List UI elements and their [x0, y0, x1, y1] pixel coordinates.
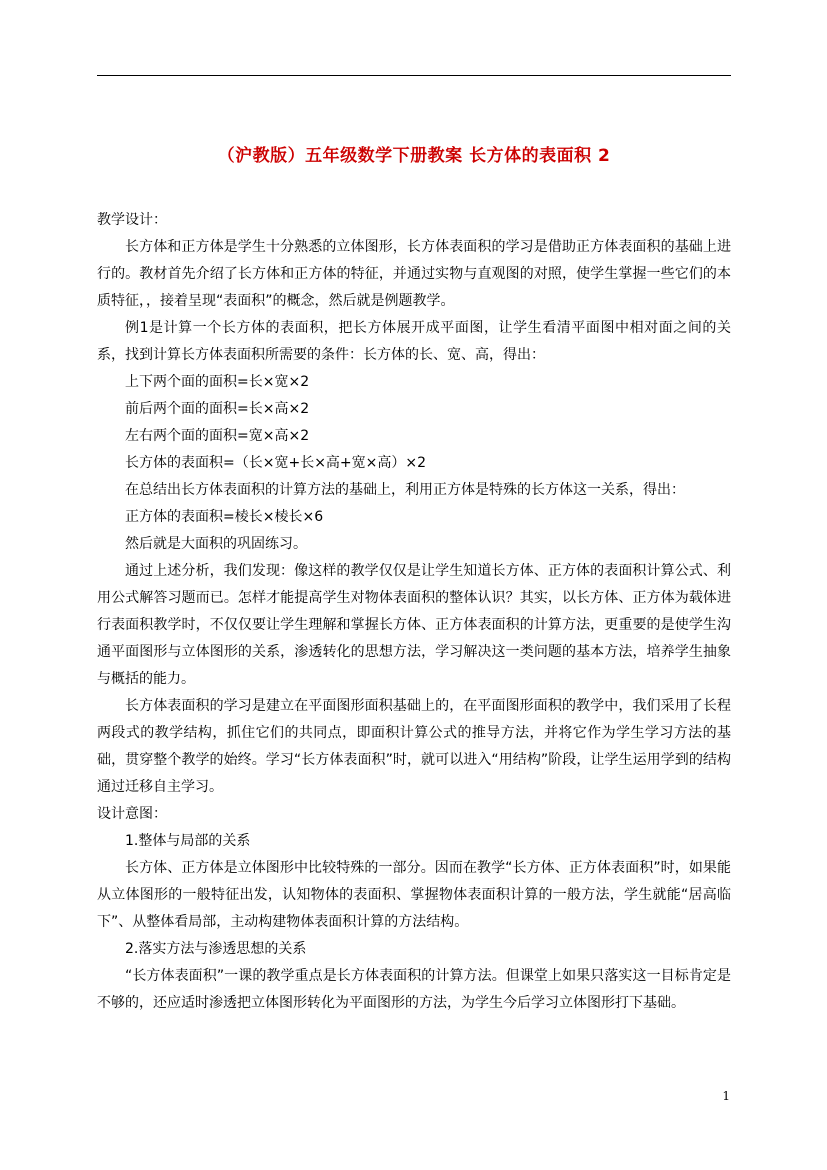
body-paragraph: 设计意图：: [97, 806, 167, 822]
document-body: [97, 207, 731, 1017]
body-paragraph: 长方体和正方体是学生十分熟悉的立体图形，长方体表面积的学习是借助正方体表面积的基础上进行的。教材首先介绍了长方体和正方体的特征，并通过实物与直观图的对照，使学生掌握一些它们的本质特征，，接着呈现“表面积”的概念，然后就是例题教学。: [97, 239, 731, 309]
page-number: 1: [722, 1089, 730, 1103]
body-paragraph: 正方体的表面积=棱长×棱长×6: [125, 509, 324, 525]
body-paragraph: 长方体表面积的学习是建立在平面图形面积基础上的，在平面图形面积的教学中，我们采用了长程两段式的教学结构，抓住它们的共同点，即面积计算公式的推导方法，并将它作为学生学习方法的基础，贯穿整个教学的始终。学习“长方体表面积”时，就可以进入“用结构”阶段，让学生运用学到的结构通过迁移自主学习。: [97, 698, 731, 795]
body-paragraph: 通过上述分析，我们发现：像这样的教学仅仅是让学生知道长方体、正方体的表面积计算公式、利用公式解答习题而已。怎样才能提高学生对物体表面积的整体认识？其实，以长方体、正方体为载体进行表面积教学时，不仅仅要让学生理解和掌握长方体、正方体表面积的计算方法，更重要的是使学生沟通平面图形与立体图形的关系，渗透转化的思想方法，学习解决这一类问题的基本方法，培养学生抽象与概括的能力。: [97, 563, 731, 687]
body-paragraph: 例1是计算一个长方体的表面积，把长方体展开成平面图，让学生看清平面图中相对面之间的关系，找到计算长方体表面积所需要的条件：长方体的长、宽、高，得出：: [97, 320, 731, 363]
body-paragraph: 上下两个面的面积=长×宽×2: [125, 374, 310, 390]
body-paragraph: “长方体表面积”一课的教学重点是长方体表面积的计算方法。但课堂上如果只落实这一目标肯定是不够的，还应适时渗透把立体图形转化为平面图形的方法，为学生今后学习立体图形打下基础。: [97, 968, 731, 1011]
body-paragraph: 教学设计：: [97, 212, 167, 228]
body-paragraph: 长方体、正方体是立体图形中比较特殊的一部分。因而在教学“长方体、正方体表面积”时，如果能从立体图形的一般特征出发，认知物体的表面积、掌握物体表面积计算的一般方法，学生就能“居高临下”、从整体看局部，主动构建物体表面积计算的方法结构。: [97, 860, 731, 930]
body-paragraph: 长方体的表面积=（长×宽+长×高+宽×高）×2: [125, 455, 427, 471]
document-title: （沪教版）五年级数学下册教案 长方体的表面积 2: [217, 146, 611, 166]
body-paragraph: 1.整体与局部的关系: [125, 833, 251, 849]
body-paragraph: 在总结出长方体表面积的计算方法的基础上，利用正方体是特殊的长方体这一关系，得出：: [125, 482, 685, 498]
body-paragraph: 左右两个面的面积=宽×高×2: [125, 428, 310, 444]
header-rule: [97, 75, 731, 76]
body-paragraph: 前后两个面的面积=长×高×2: [125, 401, 310, 417]
body-paragraph: 2.落实方法与渗透思想的关系: [125, 941, 307, 957]
body-paragraph: 然后就是大面积的巩固练习。: [125, 536, 307, 552]
